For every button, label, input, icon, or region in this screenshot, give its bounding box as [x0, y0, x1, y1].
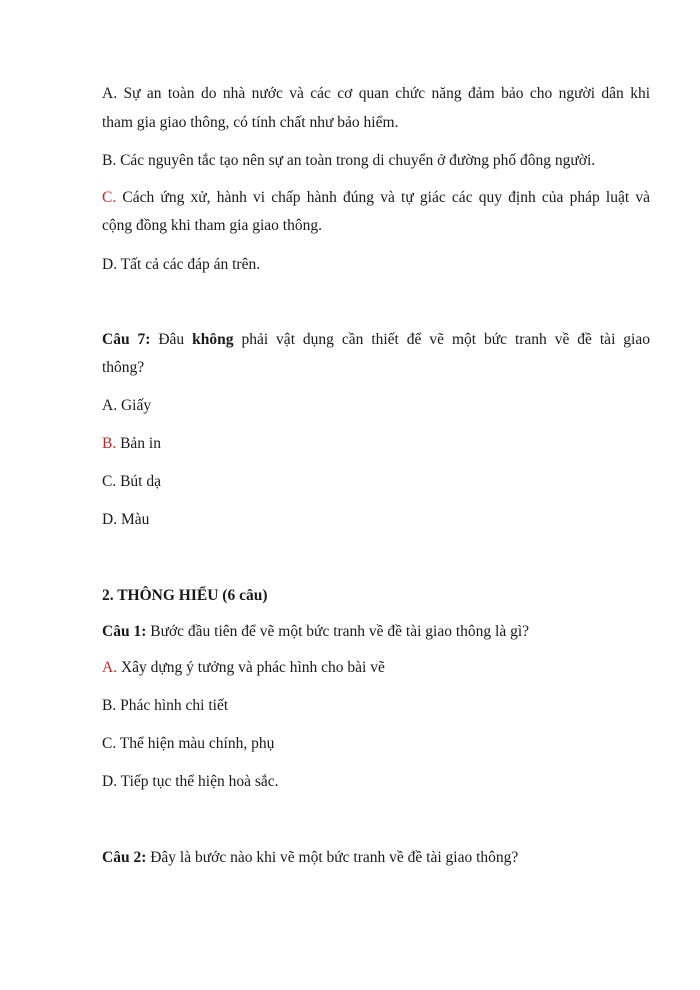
- q1-option-b: B. Phác hình chi tiết: [102, 697, 229, 714]
- q2-question: [102, 848, 650, 868]
- q7-text-before: Đâu: [150, 331, 193, 348]
- q2-label: Câu 2:: [102, 849, 147, 866]
- q1-text: Bước đầu tiên để vẽ một bức tranh về đề tài giao thông là gì?: [146, 623, 530, 640]
- q7-option-b-letter: B.: [102, 435, 117, 452]
- q7-text-after: phải vật dụng cần thiết để vẽ một bức tranh về đề tài giao: [233, 331, 650, 348]
- q1-option-d: D. Tiếp tục thể hiện hoà sắc.: [102, 773, 279, 790]
- q6-option-c-text: Cách ứng xử, hành vi chấp hành đúng và tự giác các quy định của pháp luật và: [116, 189, 650, 206]
- q6-option-a-line1: A. Sự an toàn do nhà nước và các cơ quan chức năng đảm bảo cho người dân khi: [102, 85, 650, 102]
- q7-option-a: A. Giấy: [102, 397, 152, 414]
- q7-label: Câu 7:: [102, 331, 151, 348]
- q6-option-c-line2: cộng đồng khi tham gia giao thông.: [102, 217, 322, 234]
- q6-option-c-line1: [102, 188, 650, 208]
- q7-option-d: D. Màu: [102, 511, 150, 528]
- q7-question-line1: [102, 330, 650, 350]
- q7-option-b: [102, 434, 650, 454]
- q6-option-b: B. Các nguyên tắc tạo nên sự an toàn trong di chuyển ở đường phố đông người.: [102, 152, 596, 169]
- q6-option-c-letter: C.: [102, 189, 117, 206]
- q6-option-d: D. Tất cả các đáp án trên.: [102, 256, 261, 273]
- q7-bold-word: không: [192, 331, 234, 348]
- q1-question: [102, 622, 650, 642]
- q1-option-a-letter: A.: [102, 659, 118, 676]
- q7-option-c: C. Bút dạ: [102, 473, 161, 490]
- q1-label: Câu 1:: [102, 623, 147, 640]
- section-heading: 2. THÔNG HIỂU (6 câu): [102, 587, 268, 604]
- q2-text: Đây là bước nào khi vẽ một bức tranh về đề tài giao thông?: [146, 849, 519, 866]
- q1-option-a: [102, 658, 650, 678]
- q6-option-a-line2: tham gia giao thông, có tính chất như bảo hiểm.: [102, 114, 399, 131]
- q7-option-b-text: Bản in: [116, 435, 161, 452]
- q1-option-a-text: Xây dựng ý tưởng và phác hình cho bài vẽ: [117, 659, 385, 676]
- q1-option-c: C. Thể hiện màu chính, phụ: [102, 735, 275, 752]
- q7-question-line2: thông?: [102, 359, 145, 376]
